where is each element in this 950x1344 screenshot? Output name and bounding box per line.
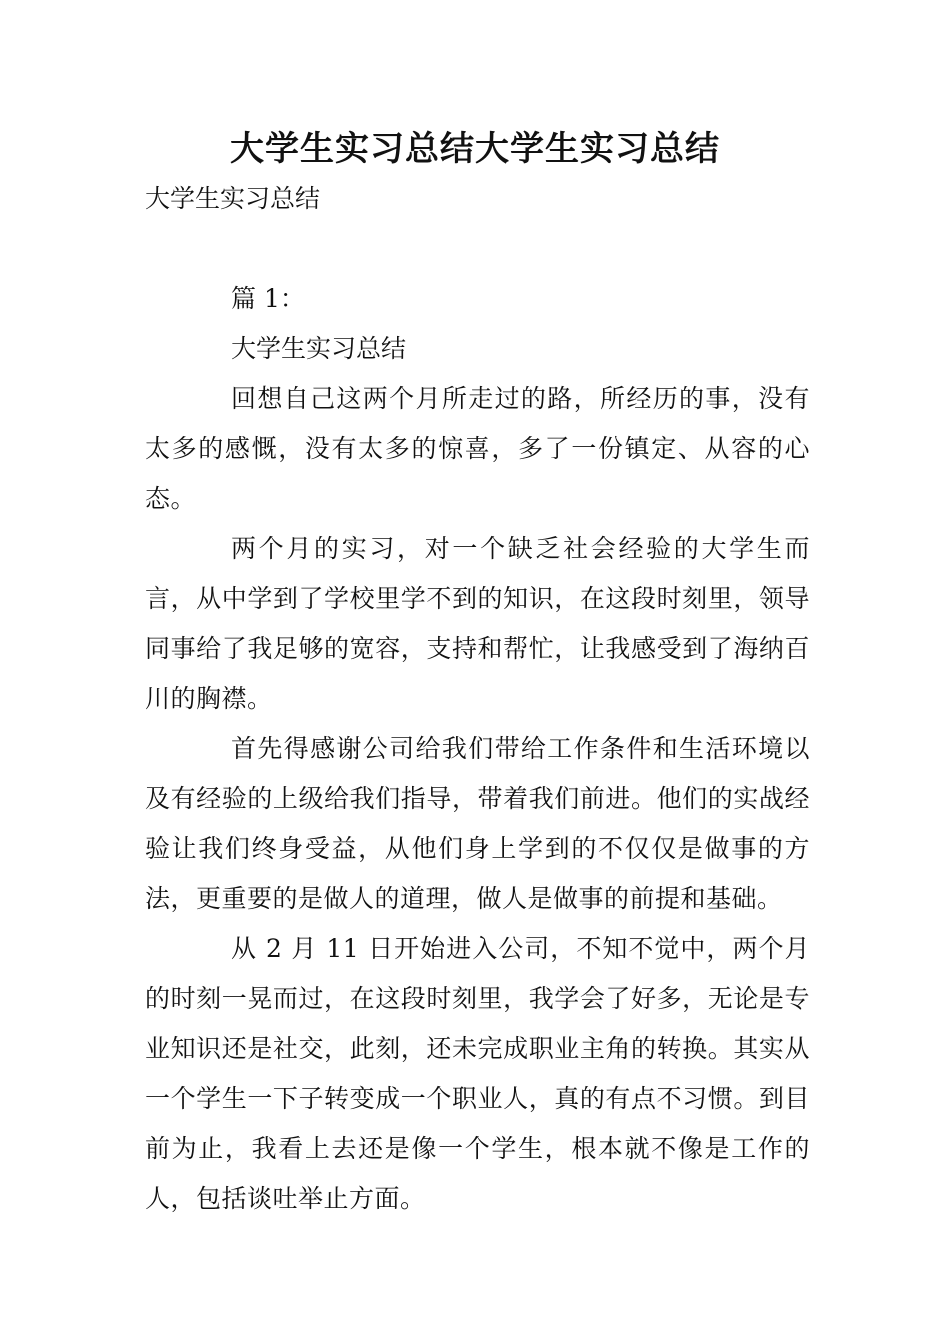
document-body [145, 280, 810, 1224]
document-title: 大学生实习总结大学生实习总结 [230, 129, 720, 169]
document-subtitle: 大学生实习总结 [145, 184, 321, 213]
section-label: 篇 1： [231, 284, 305, 313]
paragraph-1: 回想自己这两个月所走过的路，所经历的事，没有太多的感慨，没有太多的惊喜，多了一份镇定、从容的心态。 [145, 384, 810, 513]
section-title: 大学生实习总结 [231, 334, 407, 363]
paragraph-3: 首先得感谢公司给我们带给工作条件和生活环境以及有经验的上级给我们指导，带着我们前进。他们的实战经验让我们终身受益，从他们身上学到的不仅仅是做事的方法，更重要的是做人的道理，做人是做事的前提和基础。 [145, 734, 810, 913]
paragraph-4: 从 2 月 11 日开始进入公司，不知不觉中，两个月的时刻一晃而过，在这段时刻里，我学会了好多，无论是专业知识还是社交，此刻，还未完成职业主角的转换。其实从一个学生一下子转变成一个职业人，真的有点不习惯。到目前为止，我看上去还是像一个学生，根本就不像是工作的人，包括谈吐举止方面。 [145, 934, 810, 1213]
paragraph-2: 两个月的实习，对一个缺乏社会经验的大学生而言，从中学到了学校里学不到的知识，在这段时刻里，领导同事给了我足够的宽容，支持和帮忙，让我感受到了海纳百川的胸襟。 [145, 534, 810, 713]
